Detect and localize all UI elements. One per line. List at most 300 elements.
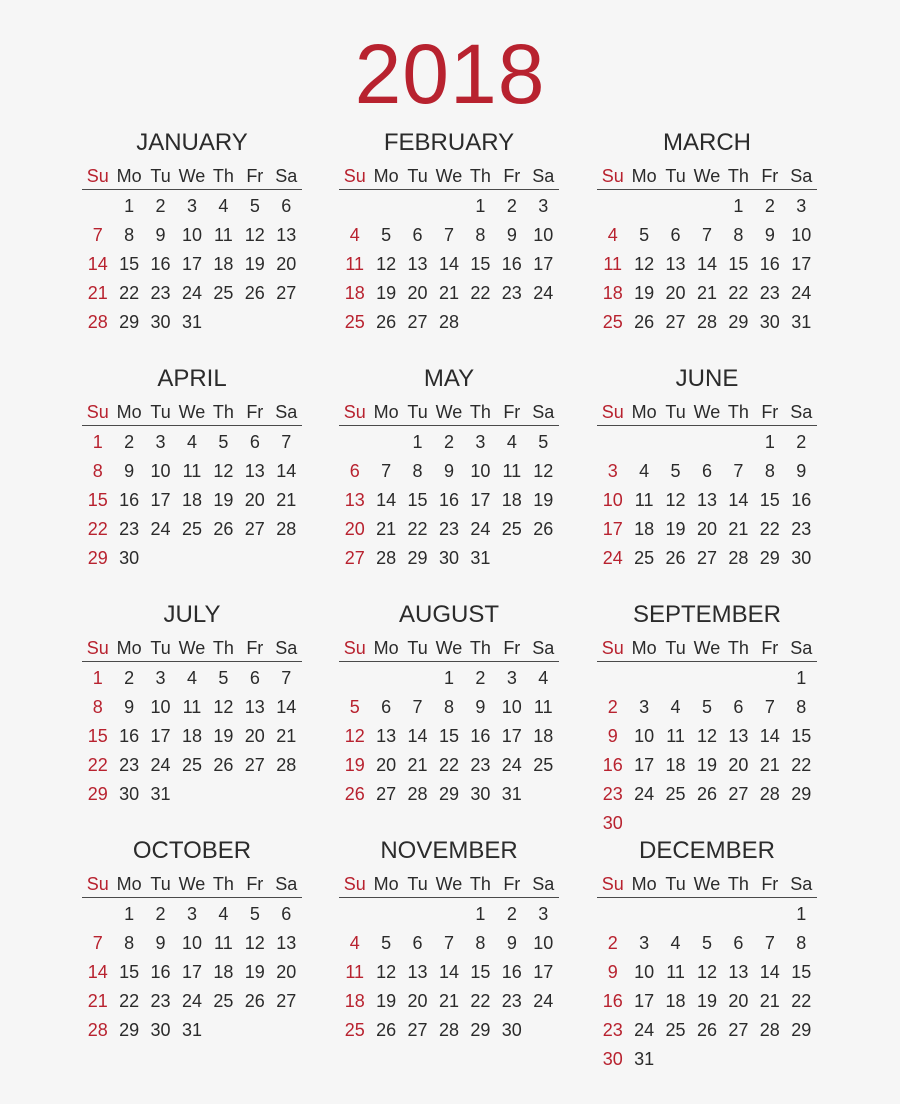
day-cell: 25: [213, 283, 234, 303]
day-cell: 10: [602, 490, 623, 510]
empty-cell: [723, 664, 754, 693]
day-cell: 8: [412, 461, 423, 481]
day-cell: 10: [791, 225, 812, 245]
day-cell: 3: [155, 668, 166, 688]
weekday-header: [597, 399, 817, 426]
day-cell: 5: [218, 432, 229, 452]
day-cell: 16: [119, 490, 140, 510]
weekday-label: Sa: [275, 402, 298, 422]
weekday-label: Th: [212, 638, 234, 658]
day-cell: 1: [92, 432, 103, 452]
weekday-label: Th: [469, 638, 491, 658]
day-cell: 23: [791, 519, 812, 539]
day-cell: 14: [438, 962, 459, 982]
day-cell: 22: [87, 519, 108, 539]
day-cell: 27: [728, 1020, 749, 1040]
day-cell: 7: [381, 461, 392, 481]
day-cell: 20: [276, 254, 297, 274]
weekday-label: We: [693, 166, 721, 186]
day-cell: 3: [639, 697, 650, 717]
day-cell: 31: [470, 548, 491, 568]
weekday-header: [339, 871, 559, 898]
weekday-label: Sa: [790, 402, 813, 422]
day-cell: 2: [155, 904, 166, 924]
day-cell: 9: [506, 225, 517, 245]
weekday-label: Su: [601, 638, 624, 658]
day-cell: 7: [764, 697, 775, 717]
weekday-label: Fr: [761, 166, 779, 186]
day-cell: 26: [213, 519, 234, 539]
day-cell: 24: [634, 784, 655, 804]
day-cell: 5: [538, 432, 549, 452]
day-cell: 28: [87, 312, 108, 332]
day-cell: 18: [181, 726, 202, 746]
day-cell: 6: [701, 461, 712, 481]
day-cell: 28: [376, 548, 397, 568]
weekday-header: [339, 163, 559, 190]
day-cell: 16: [759, 254, 780, 274]
weekday-label: Sa: [790, 638, 813, 658]
weekday-label: Fr: [503, 638, 521, 658]
day-cell: 27: [696, 548, 717, 568]
empty-cell: [660, 664, 691, 693]
day-cell: 15: [407, 490, 428, 510]
weekday-label: Fr: [503, 166, 521, 186]
empty-cell: [339, 192, 370, 221]
day-cell: 21: [438, 283, 459, 303]
day-cell: 23: [602, 784, 623, 804]
day-cell: 23: [602, 1020, 623, 1040]
day-cell: 30: [602, 813, 623, 833]
day-cell: 27: [665, 312, 686, 332]
day-cell: 9: [155, 225, 166, 245]
month-february: [339, 128, 559, 337]
day-cell: 1: [796, 904, 807, 924]
month-july: [82, 600, 302, 809]
day-cell: 26: [244, 283, 265, 303]
days-grid: [339, 428, 559, 573]
days-grid: [82, 900, 302, 1045]
day-cell: 7: [764, 933, 775, 953]
month-name: NOVEMBER: [380, 837, 518, 864]
day-cell: 26: [376, 312, 397, 332]
weekday-label: Fr: [503, 402, 521, 422]
day-cell: 19: [634, 283, 655, 303]
day-cell: 18: [665, 991, 686, 1011]
day-cell: 9: [607, 726, 618, 746]
day-cell: 10: [470, 461, 491, 481]
month-december: [597, 836, 817, 1074]
day-cell: 26: [696, 784, 717, 804]
weekday-label: Mo: [373, 166, 399, 186]
day-cell: 18: [213, 962, 234, 982]
day-cell: 5: [381, 225, 392, 245]
day-cell: 28: [276, 755, 297, 775]
weekday-label: Tu: [150, 402, 171, 422]
day-cell: 30: [759, 312, 780, 332]
day-cell: 22: [119, 283, 140, 303]
day-cell: 24: [634, 1020, 655, 1040]
day-cell: 28: [87, 1020, 108, 1040]
weekday-label: Su: [343, 874, 366, 894]
day-cell: 13: [407, 962, 428, 982]
empty-cell: [402, 664, 433, 693]
day-cell: 27: [376, 784, 397, 804]
day-cell: 8: [475, 933, 486, 953]
weekday-label: Th: [727, 402, 749, 422]
day-cell: 21: [376, 519, 397, 539]
weekday-label: We: [693, 402, 721, 422]
weekday-label: Mo: [631, 402, 657, 422]
day-cell: 12: [696, 726, 717, 746]
day-cell: 26: [696, 1020, 717, 1040]
day-cell: 28: [438, 1020, 459, 1040]
day-cell: 21: [87, 283, 108, 303]
day-cell: 14: [407, 726, 428, 746]
day-cell: 28: [438, 312, 459, 332]
day-cell: 16: [438, 490, 459, 510]
weekday-header: [597, 635, 817, 662]
day-cell: 11: [634, 490, 654, 510]
day-cell: 2: [607, 933, 618, 953]
day-cell: 24: [533, 283, 554, 303]
day-cell: 3: [475, 432, 486, 452]
day-cell: 21: [696, 283, 717, 303]
day-cell: 3: [796, 196, 807, 216]
day-cell: 16: [150, 962, 171, 982]
day-cell: 31: [791, 312, 812, 332]
day-cell: 29: [759, 548, 780, 568]
days-grid: [82, 192, 302, 337]
day-cell: 14: [438, 254, 459, 274]
weekday-label: Sa: [275, 166, 298, 186]
day-cell: 25: [344, 1020, 365, 1040]
day-cell: 2: [764, 196, 775, 216]
day-cell: 19: [533, 490, 554, 510]
day-cell: 2: [506, 196, 517, 216]
weekday-label: Th: [727, 874, 749, 894]
empty-cell: [691, 192, 722, 221]
day-cell: 10: [533, 933, 554, 953]
day-cell: 20: [728, 755, 749, 775]
day-cell: 1: [733, 196, 744, 216]
weekday-label: Su: [86, 166, 109, 186]
day-cell: 29: [87, 548, 108, 568]
day-cell: 30: [119, 548, 140, 568]
day-cell: 19: [696, 755, 717, 775]
day-cell: 23: [501, 991, 522, 1011]
empty-cell: [691, 428, 722, 457]
day-cell: 3: [538, 196, 549, 216]
day-cell: 12: [213, 697, 234, 717]
weekday-label: We: [435, 638, 463, 658]
month-name: MARCH: [663, 129, 751, 156]
month-name: MAY: [423, 365, 475, 392]
weekday-label: Mo: [631, 166, 657, 186]
month-june: [597, 364, 817, 573]
day-cell: 11: [666, 962, 685, 982]
month-name: DECEMBER: [638, 837, 776, 864]
month-may: [339, 364, 559, 573]
day-cell: 14: [87, 254, 108, 274]
day-cell: 16: [501, 254, 522, 274]
day-cell: 14: [759, 962, 780, 982]
weekday-header: [339, 399, 559, 426]
day-cell: 13: [696, 490, 717, 510]
day-cell: 12: [376, 254, 397, 274]
day-cell: 5: [249, 904, 260, 924]
day-cell: 16: [501, 962, 522, 982]
day-cell: 12: [533, 461, 554, 481]
day-cell: 31: [501, 784, 522, 804]
day-cell: 11: [182, 461, 202, 481]
day-cell: 18: [344, 283, 365, 303]
day-cell: 17: [150, 490, 171, 510]
day-cell: 31: [634, 1049, 655, 1069]
day-cell: 17: [634, 991, 655, 1011]
day-cell: 26: [665, 548, 686, 568]
day-cell: 27: [276, 991, 297, 1011]
day-cell: 2: [607, 697, 618, 717]
empty-cell: [339, 900, 370, 929]
empty-cell: [402, 192, 433, 221]
day-cell: 25: [665, 784, 686, 804]
day-cell: 22: [438, 755, 459, 775]
day-cell: 15: [791, 962, 812, 982]
weekday-label: Fr: [761, 874, 779, 894]
day-cell: 22: [407, 519, 428, 539]
day-cell: 12: [696, 962, 717, 982]
weekday-label: Fr: [761, 402, 779, 422]
weekday-label: Mo: [116, 638, 142, 658]
day-cell: 17: [501, 726, 522, 746]
day-cell: 11: [182, 697, 202, 717]
weekday-label: Th: [727, 166, 749, 186]
day-cell: 18: [634, 519, 655, 539]
day-cell: 24: [533, 991, 554, 1011]
day-cell: 3: [506, 668, 517, 688]
weekday-header: [82, 635, 302, 662]
day-cell: 9: [506, 933, 517, 953]
day-cell: 24: [470, 519, 491, 539]
day-cell: 14: [728, 490, 749, 510]
day-cell: 5: [218, 668, 229, 688]
weekday-label: Su: [343, 638, 366, 658]
weekday-header: [339, 635, 559, 662]
day-cell: 18: [501, 490, 522, 510]
weekday-label: Th: [212, 874, 234, 894]
weekday-label: We: [693, 874, 721, 894]
day-cell: 1: [475, 196, 486, 216]
day-cell: 12: [344, 726, 365, 746]
day-cell: 1: [443, 668, 454, 688]
day-cell: 28: [276, 519, 297, 539]
day-cell: 21: [759, 755, 780, 775]
weekday-label: Mo: [373, 638, 399, 658]
weekday-label: Su: [601, 874, 624, 894]
days-grid: [339, 664, 559, 809]
day-cell: 18: [665, 755, 686, 775]
day-cell: 11: [603, 254, 623, 274]
empty-cell: [691, 900, 722, 929]
day-cell: 20: [665, 283, 686, 303]
empty-cell: [597, 428, 628, 457]
day-cell: 3: [607, 461, 618, 481]
day-cell: 23: [501, 283, 522, 303]
day-cell: 7: [281, 668, 292, 688]
day-cell: 11: [214, 225, 233, 245]
day-cell: 28: [759, 1020, 780, 1040]
day-cell: 29: [407, 548, 428, 568]
day-cell: 21: [759, 991, 780, 1011]
weekday-label: We: [178, 166, 206, 186]
day-cell: 6: [349, 461, 360, 481]
day-cell: 5: [249, 196, 260, 216]
weekday-label: Mo: [116, 166, 142, 186]
day-cell: 9: [796, 461, 807, 481]
day-cell: 30: [470, 784, 491, 804]
day-cell: 6: [281, 904, 292, 924]
weekday-label: Tu: [150, 166, 171, 186]
day-cell: 13: [728, 962, 749, 982]
day-cell: 13: [344, 490, 365, 510]
day-cell: 4: [506, 432, 517, 452]
day-cell: 11: [345, 254, 365, 274]
empty-cell: [433, 900, 464, 929]
day-cell: 22: [791, 991, 812, 1011]
day-cell: 6: [670, 225, 681, 245]
day-cell: 8: [92, 697, 103, 717]
day-cell: 22: [470, 991, 491, 1011]
day-cell: 26: [244, 991, 265, 1011]
empty-cell: [754, 900, 785, 929]
day-cell: 22: [119, 991, 140, 1011]
day-cell: 31: [150, 784, 171, 804]
weekday-label: Th: [212, 402, 234, 422]
day-cell: 17: [150, 726, 171, 746]
month-october: [82, 836, 302, 1045]
day-cell: 9: [124, 697, 135, 717]
day-cell: 16: [602, 991, 623, 1011]
day-cell: 5: [639, 225, 650, 245]
day-cell: 3: [639, 933, 650, 953]
day-cell: 8: [124, 225, 135, 245]
month-name: SEPTEMBER: [632, 601, 782, 628]
day-cell: 26: [376, 1020, 397, 1040]
day-cell: 14: [276, 461, 297, 481]
day-cell: 21: [276, 726, 297, 746]
day-cell: 15: [728, 254, 749, 274]
day-cell: 10: [150, 461, 171, 481]
weekday-label: Tu: [407, 166, 428, 186]
day-cell: 26: [344, 784, 365, 804]
month-name: APRIL: [157, 365, 227, 392]
weekday-label: We: [435, 402, 463, 422]
day-cell: 10: [501, 697, 522, 717]
days-grid: [339, 192, 559, 337]
day-cell: 25: [501, 519, 522, 539]
empty-cell: [660, 192, 691, 221]
day-cell: 14: [87, 962, 108, 982]
day-cell: 15: [791, 726, 812, 746]
day-cell: 12: [213, 461, 234, 481]
weekday-label: Tu: [665, 638, 686, 658]
day-cell: 4: [670, 697, 681, 717]
day-cell: 23: [150, 991, 171, 1011]
day-cell: 7: [701, 225, 712, 245]
day-cell: 12: [244, 225, 265, 245]
day-cell: 24: [602, 548, 623, 568]
weekday-label: Tu: [665, 166, 686, 186]
day-cell: 3: [186, 904, 197, 924]
day-cell: 25: [634, 548, 655, 568]
day-cell: 4: [218, 904, 229, 924]
weekday-label: Sa: [532, 402, 555, 422]
month-name: JANUARY: [136, 129, 248, 156]
day-cell: 23: [119, 519, 140, 539]
day-cell: 19: [376, 283, 397, 303]
weekday-label: Tu: [407, 638, 428, 658]
weekday-label: Mo: [116, 402, 142, 422]
day-cell: 26: [213, 755, 234, 775]
day-cell: 1: [412, 432, 423, 452]
weekday-label: Th: [469, 166, 491, 186]
month-november: [339, 836, 559, 1045]
day-cell: 13: [244, 697, 265, 717]
day-cell: 19: [376, 991, 397, 1011]
day-cell: 30: [791, 548, 812, 568]
weekday-label: Th: [212, 166, 234, 186]
empty-cell: [370, 664, 401, 693]
weekday-label: Fr: [246, 638, 264, 658]
weekday-label: Su: [343, 402, 366, 422]
days-grid: [82, 428, 302, 573]
day-cell: 21: [407, 755, 428, 775]
weekday-label: Mo: [373, 874, 399, 894]
day-cell: 2: [124, 432, 135, 452]
day-cell: 31: [181, 1020, 202, 1040]
day-cell: 6: [733, 933, 744, 953]
day-cell: 12: [634, 254, 655, 274]
day-cell: 7: [733, 461, 744, 481]
day-cell: 30: [119, 784, 140, 804]
weekday-label: Fr: [246, 402, 264, 422]
day-cell: 5: [670, 461, 681, 481]
day-cell: 13: [276, 933, 297, 953]
month-january: [82, 128, 302, 337]
day-cell: 24: [181, 991, 202, 1011]
day-cell: 4: [218, 196, 229, 216]
weekday-label: Su: [86, 874, 109, 894]
day-cell: 1: [124, 904, 135, 924]
day-cell: 25: [181, 755, 202, 775]
weekday-label: Tu: [665, 874, 686, 894]
day-cell: 4: [607, 225, 618, 245]
day-cell: 13: [244, 461, 265, 481]
empty-cell: [433, 192, 464, 221]
day-cell: 4: [639, 461, 650, 481]
day-cell: 2: [506, 904, 517, 924]
day-cell: 8: [733, 225, 744, 245]
day-cell: 2: [155, 196, 166, 216]
day-cell: 13: [276, 225, 297, 245]
day-cell: 20: [244, 726, 265, 746]
day-cell: 20: [728, 991, 749, 1011]
day-cell: 12: [244, 933, 265, 953]
day-cell: 20: [696, 519, 717, 539]
weekday-label: We: [178, 638, 206, 658]
weekday-label: Tu: [150, 638, 171, 658]
